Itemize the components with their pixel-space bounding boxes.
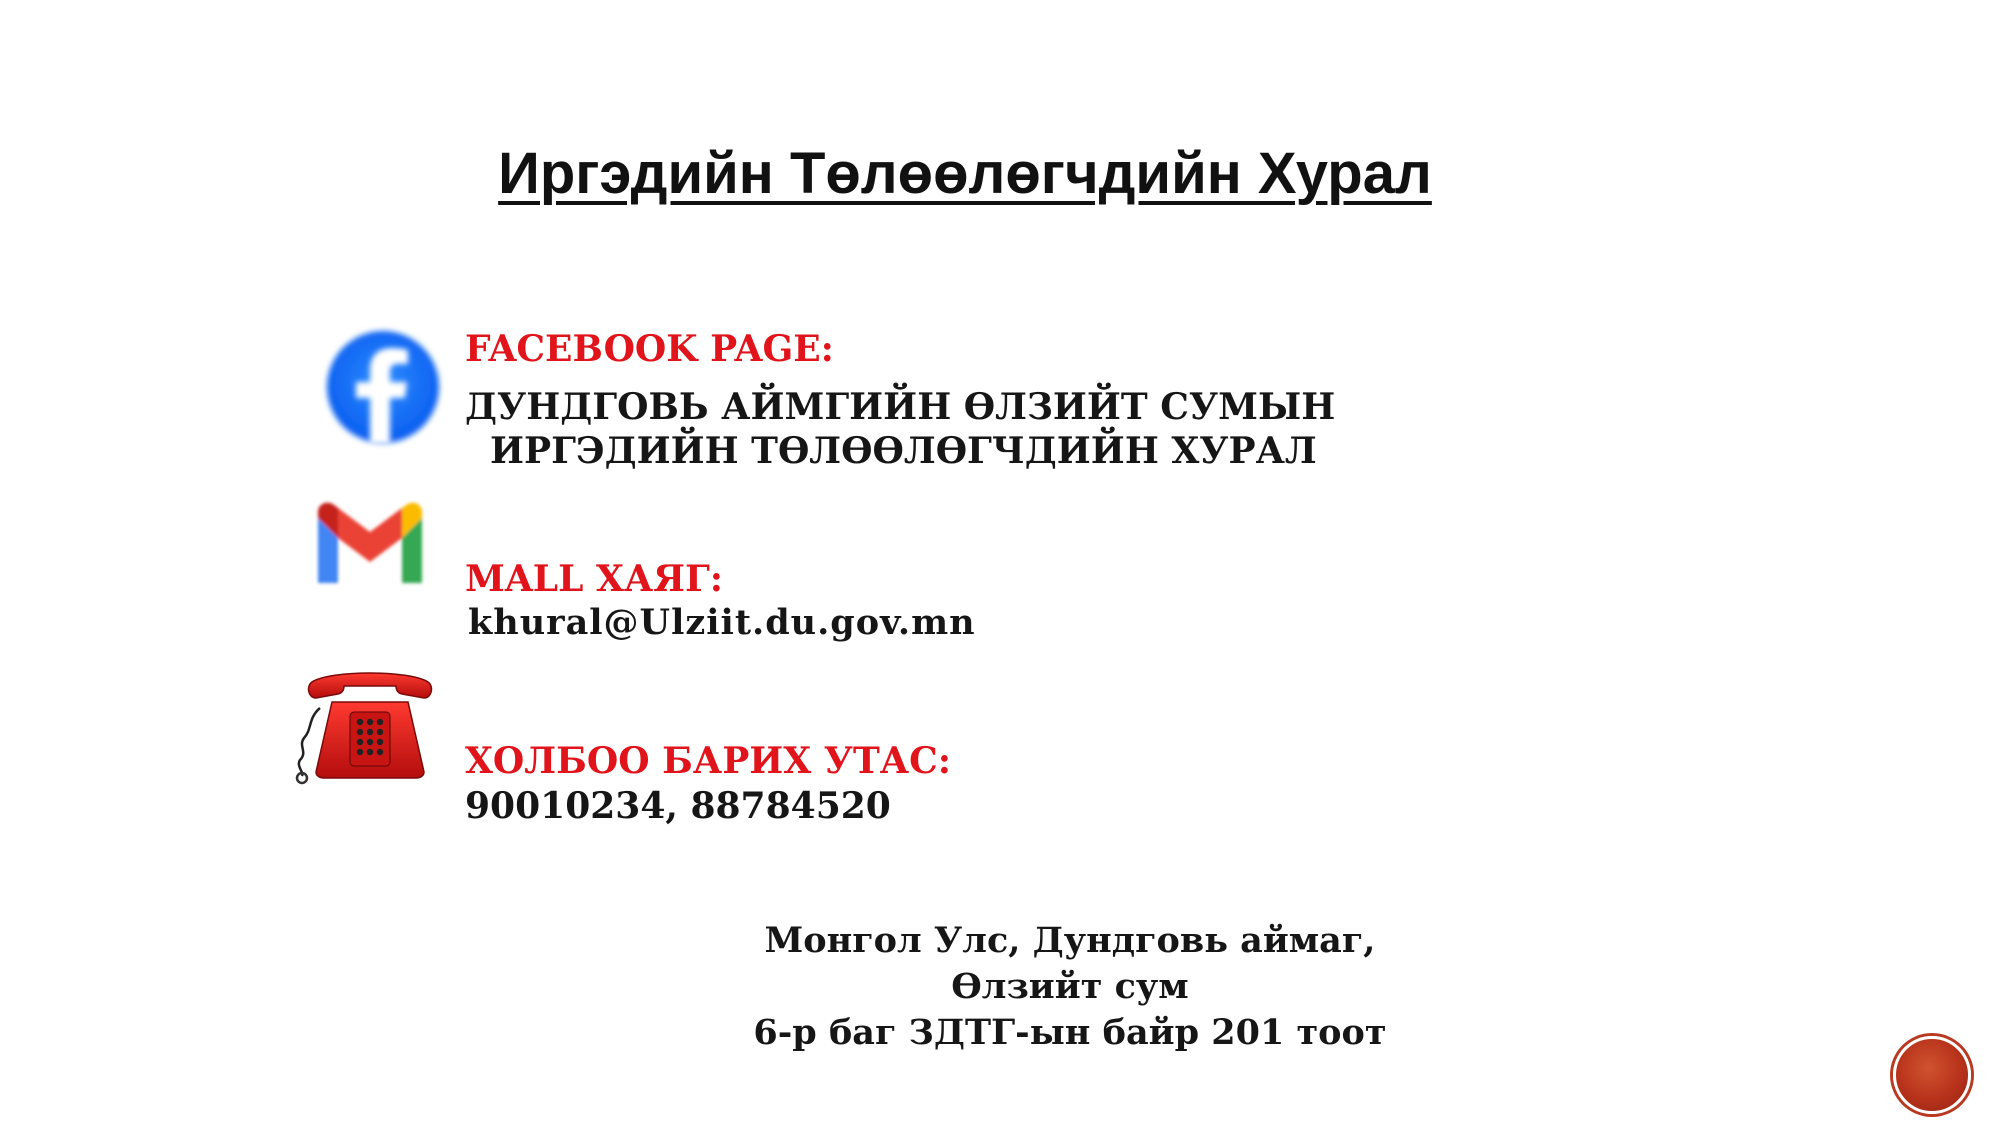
phone-label: ХОЛБОО БАРИХ УТАС: (465, 740, 952, 782)
facebook-page-name-line1: ДУНДГОВЬ АЙМГИЙН ӨЛЗИЙТ СУМЫН (465, 386, 1336, 428)
mail-label-part2: ХАЯГ: (583, 558, 724, 600)
phone-numbers[interactable]: 90010234, 88784520 (465, 785, 891, 827)
slide-title: Иргэдийн Төлөөлөгчдийн Хурал (498, 141, 1432, 206)
mail-label (465, 558, 723, 600)
facebook-page-name-line2: ИРГЭДИЙН ТӨЛӨӨЛӨГЧДИЙН ХУРАЛ (490, 430, 1317, 472)
facebook-label: FACEBOOK PAGE: (465, 328, 834, 370)
facebook-icon (318, 322, 448, 452)
address (700, 918, 1440, 1056)
address-line2: 6-р баг ЗДТГ-ын байр 201 тоот (753, 1012, 1387, 1053)
address-line1: Монгол Улс, Дундговь аймаг, Өлзийт сум (764, 920, 1376, 1007)
email-address[interactable]: khural@Ulziit.du.gov.mn (468, 602, 976, 643)
telephone-icon (290, 668, 450, 788)
mail-label-part1: MALL (465, 558, 584, 600)
gmail-icon (310, 498, 430, 593)
slide-nav-button[interactable] (1893, 1036, 1971, 1114)
